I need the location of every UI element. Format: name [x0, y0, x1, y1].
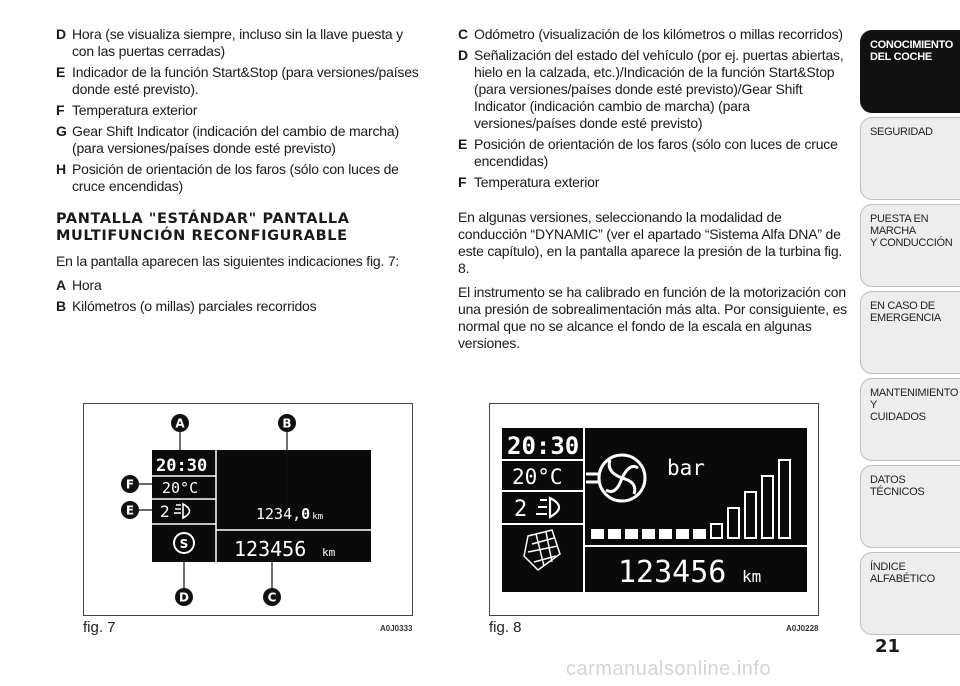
figure-8-code: A0J0228: [786, 624, 819, 633]
boost-bar: [643, 530, 654, 538]
temperature-readout: 20°C: [162, 479, 199, 497]
list-item: [458, 47, 853, 132]
tab-label: EN CASO DE EMERGENCIA: [870, 300, 941, 324]
item-key: H: [56, 161, 66, 177]
item-text: Kilómetros (o millas) parciales recorridos: [72, 298, 317, 314]
callout-a: [171, 414, 189, 432]
list-item: [458, 26, 853, 43]
boost-bar: [626, 530, 637, 538]
item-text: Indicador de la función Start&Stop (para versiones/países donde esté previsto).: [72, 64, 419, 97]
boost-bar: [592, 530, 603, 538]
trip-readout: 1234,0 km: [256, 505, 324, 523]
tab-datos-tecnicos[interactable]: [860, 465, 960, 548]
svg-text:C: C: [267, 590, 277, 605]
odometer-readout: 123456: [618, 555, 727, 590]
callout-f: [121, 475, 139, 493]
tab-conocimiento-del-coche[interactable]: [860, 30, 960, 113]
item-key: E: [458, 136, 468, 152]
list-item: [56, 161, 426, 195]
svg-text:E: E: [125, 503, 135, 518]
list-item: [458, 136, 853, 170]
time-readout: 20:30: [156, 456, 208, 476]
gear-readout: 2: [160, 502, 170, 521]
tab-label: SEGURIDAD: [870, 126, 933, 138]
callout-d: [175, 588, 193, 606]
temperature-readout: 20°C: [512, 465, 563, 489]
item-key: D: [56, 26, 66, 42]
odometer-readout: 123456: [234, 537, 307, 561]
list-item: [56, 298, 426, 315]
odometer-unit: km: [742, 567, 762, 586]
svg-text:D: D: [179, 590, 189, 605]
callout-e: [121, 501, 139, 519]
watermark: carmanualsonline.info: [566, 658, 772, 680]
boost-bar: [677, 530, 688, 538]
gear-readout: 2: [514, 497, 528, 522]
item-text: Posición de orientación de los faros (sólo con luces de cruce encendidas): [474, 136, 838, 169]
tab-label: PUESTA EN MARCHA Y CONDUCCIÓN: [870, 213, 953, 249]
item-key: E: [56, 64, 66, 80]
figure-7: [83, 403, 413, 616]
tab-indice-alfabetico[interactable]: [860, 552, 960, 635]
tab-label: CONOCIMIENTO DEL COCHE: [870, 39, 953, 63]
display-diagram-8: [490, 404, 820, 617]
tab-label: MANTENIMIENTO Y CUIDADOS: [870, 387, 959, 423]
svg-text:F: F: [125, 477, 135, 492]
display-diagram-7: [84, 404, 414, 617]
paragraph: El instrumento se ha calibrado en función de la motorización con una presión de sobrealimentación más alta. Por consiguiente, es normal que no se alcance el fondo de la escala en algunas versiones.: [458, 284, 847, 351]
chapter-tabs: [860, 30, 960, 639]
item-text: Señalización del estado del vehículo (por ej. puertas abiertas, hielo en la calzada, etc.)/Indicación de la función Start&Stop (para versiones/países donde esté previsto)/Gear Shift Indicator (indicación cambio de marcha) (para versiones/países donde esté previsto): [474, 47, 844, 131]
figure-8-caption: fig. 8: [489, 619, 522, 636]
boost-bar: [609, 530, 620, 538]
paragraph: En algunas versiones, seleccionando la modalidad de conducción “DYNAMIC” (ver el apartado “Sistema Alfa DNA” de este capítulo), en la pantalla aparece la presión de la turbina fig. 8.: [458, 209, 843, 276]
section-title-line: PANTALLA "ESTÁNDAR" PANTALLA: [56, 211, 350, 227]
svg-text:B: B: [282, 416, 292, 431]
svg-text:A: A: [175, 416, 185, 431]
item-text: Hora (se visualiza siempre, incluso sin la llave puesta y con las puertas cerradas): [72, 26, 403, 59]
section-title-line: MULTIFUNCIÓN RECONFIGURABLE: [56, 228, 348, 244]
svg-text:S: S: [179, 537, 189, 551]
item-text: Posición de orientación de los faros (sólo con luces de cruce encendidas): [72, 161, 399, 194]
callout-c: [263, 588, 281, 606]
item-text: Odómetro (visualización de los kilómetros o millas recorridos): [474, 26, 843, 42]
item-key: B: [56, 298, 66, 314]
boost-bar: [694, 530, 705, 538]
item-text: Temperatura exterior: [72, 102, 198, 118]
boost-bar: [660, 530, 671, 538]
list-item: [56, 26, 426, 60]
item-text: Gear Shift Indicator (indicación del cambio de marcha) (para versiones/países donde esté previsto): [72, 123, 399, 156]
item-text: Temperatura exterior: [474, 174, 600, 190]
list-item: [56, 64, 426, 98]
item-key: F: [458, 174, 467, 190]
tab-puesta-en-marcha[interactable]: [860, 204, 960, 287]
right-column: [458, 26, 853, 359]
odometer-unit: km: [322, 546, 336, 559]
tab-label: ÍNDICE ALFABÉTICO: [870, 561, 935, 585]
item-key: A: [56, 277, 66, 293]
item-key: C: [458, 26, 468, 42]
section-title: [56, 211, 426, 245]
item-text: Hora: [72, 277, 102, 293]
figure-7-code: A0J0333: [380, 624, 413, 633]
time-readout: 20:30: [507, 432, 580, 460]
item-key: D: [458, 47, 468, 63]
callout-b: [278, 414, 296, 432]
pressure-unit: bar: [667, 456, 705, 480]
tab-label: DATOS TÉCNICOS: [870, 474, 925, 498]
item-key: G: [56, 123, 67, 139]
intro-paragraph: En la pantalla aparecen las siguientes indicaciones fig. 7:: [56, 253, 400, 269]
list-item: [56, 123, 426, 157]
item-key: F: [56, 102, 65, 118]
left-column: [56, 26, 426, 319]
tab-mantenimiento[interactable]: [860, 378, 960, 461]
list-item: [458, 174, 853, 191]
figure-8: [489, 403, 819, 616]
page-number: 21: [875, 636, 901, 657]
figure-7-caption: fig. 7: [83, 619, 116, 636]
list-item: [56, 277, 426, 294]
tab-en-caso-de-emergencia[interactable]: [860, 291, 960, 374]
list-item: [56, 102, 426, 119]
tab-seguridad[interactable]: [860, 117, 960, 200]
